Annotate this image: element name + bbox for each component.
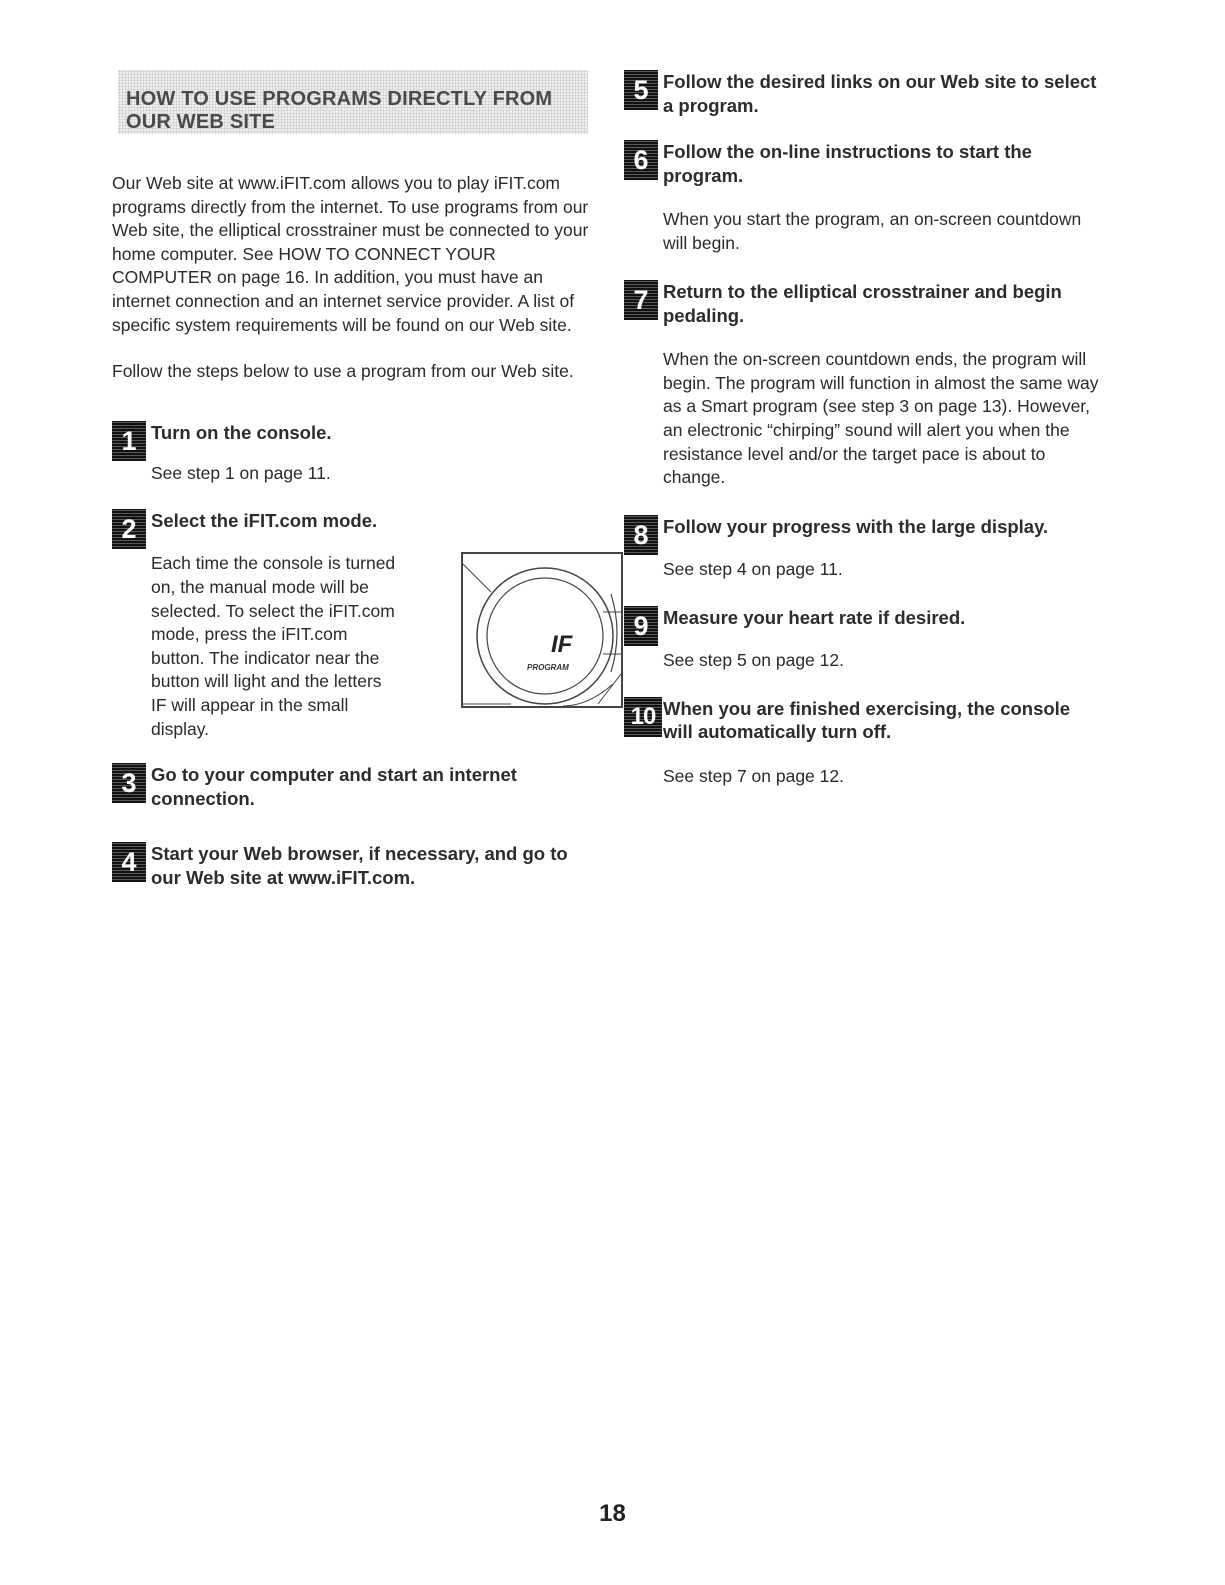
step-5: [624, 70, 1104, 117]
step-title: When you are finished exercising, the console will automatically turn off.: [663, 697, 1071, 743]
step-number-badge: 10: [624, 697, 662, 737]
step-title: Return to the elliptical crosstrainer and begin pedaling.: [663, 281, 1062, 326]
step-title: Follow the desired links on our Web site to select a program.: [663, 71, 1097, 116]
step-9: [624, 606, 1104, 673]
step-number-badge: 6: [624, 140, 658, 180]
follow-steps-paragraph: Follow the steps below to use a program from our Web site.: [112, 361, 574, 382]
step-8: [624, 515, 1104, 582]
display-readout: IF: [551, 631, 573, 659]
step-number-badge: 9: [624, 606, 658, 646]
step-text: See step 5 on page 12.: [663, 650, 844, 671]
step-10: [624, 697, 1104, 789]
step-1: [112, 421, 597, 486]
step-2: [112, 509, 597, 741]
step-number-badge: 2: [112, 509, 146, 549]
step-text: See step 4 on page 11.: [663, 559, 843, 580]
step-title: Turn on the console.: [151, 421, 332, 443]
console-display-figure: [461, 552, 623, 708]
page-number: 18: [599, 1500, 626, 1527]
step-number-badge: 5: [624, 70, 658, 110]
step-number-badge: 7: [624, 280, 658, 320]
step-title: Start your Web browser, if necessary, and go to our Web site at www.iFIT.com.: [151, 843, 568, 888]
step-text: When the on-screen countdown ends, the program will begin. The program will function in almost the same way as a Smart program (see step 3 on page 13). However, an electronic “chirping” sound will alert you when the resistance level and/or the target pace is about to change.: [663, 349, 1099, 488]
step-number-badge: 3: [112, 763, 146, 803]
step-title: Follow your progress with the large display.: [663, 515, 1049, 537]
right-column: [624, 70, 1104, 789]
step-4: [112, 842, 597, 889]
step-7: [624, 280, 1104, 490]
step-text: See step 1 on page 11.: [151, 463, 331, 484]
step-text: When you start the program, an on-screen countdown will begin.: [663, 209, 1082, 253]
step-text: Each time the console is turned on, the manual mode will be selected. To select the iFIT.com mode, press the iFIT.com button. The indicator near the button will light and the letters IF will appear in the small display.: [151, 553, 396, 739]
left-column: [112, 70, 597, 889]
step-text: See step 7 on page 12.: [663, 765, 844, 786]
step-6: [624, 140, 1104, 255]
step-title: Follow the on-line instructions to start the program.: [663, 141, 1032, 186]
step-number-badge: 8: [624, 515, 658, 555]
step-title: Go to your computer and start an internet connection.: [151, 764, 517, 809]
intro-paragraph: Our Web site at www.iFIT.com allows you to play iFIT.com programs directly from the internet. To use programs from our Web site, the elliptical crosstrainer must be connected to your home computer. See HOW TO CONNECT YOUR COMPUTER on page 16. In addition, you must have an internet connection and an internet service provider. A list of specific system requirements will be found on our Web site.: [112, 173, 589, 335]
section-heading: HOW TO USE PROGRAMS DIRECTLY FROM OUR WEB SITE: [118, 70, 588, 134]
program-label: PROGRAM: [527, 663, 569, 673]
console-display-icon: [463, 554, 621, 706]
step-3: [112, 763, 597, 810]
step-number-badge: 4: [112, 842, 146, 882]
step-title: Measure your heart rate if desired.: [663, 606, 966, 628]
step-title: Select the iFIT.com mode.: [151, 509, 378, 531]
step-number-badge: 1: [112, 421, 146, 461]
